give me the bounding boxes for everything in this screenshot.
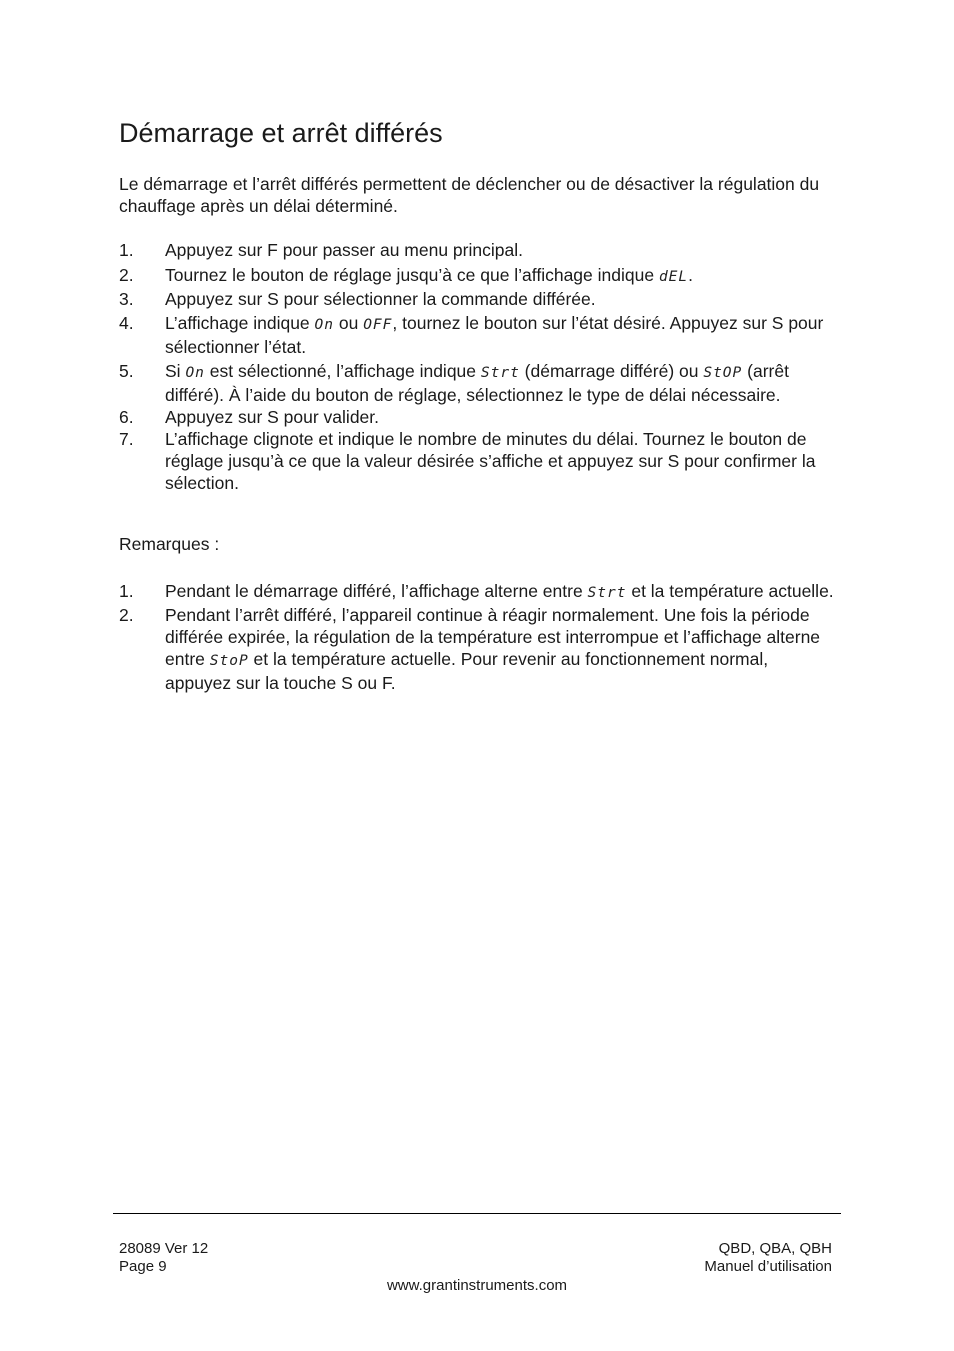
- notes-list: [119, 580, 839, 694]
- intro-paragraph: Le démarrage et l’arrêt différés permettent de déclencher ou de désactiver la régulation du chauffage après un délai déterminé.: [119, 174, 820, 216]
- manual-name: Manuel d’utilisation: [704, 1258, 832, 1275]
- display-code: StoP: [209, 653, 249, 669]
- step-text: Appuyez sur F pour passer au menu principal.: [165, 240, 523, 260]
- step-number: 5.: [119, 361, 134, 381]
- note-number: 2.: [119, 605, 134, 625]
- page-title: Démarrage et arrêt différés: [119, 118, 443, 148]
- step-number: 7.: [119, 429, 134, 449]
- note-item: [119, 604, 839, 694]
- step-text: .: [688, 265, 694, 285]
- step-text: Appuyez sur S pour sélectionner la commande différée.: [165, 289, 596, 309]
- footer-divider: [113, 1213, 841, 1214]
- step-number: 2.: [119, 265, 134, 285]
- step-text: (démarrage différé) ou: [519, 361, 704, 381]
- display-code: Strt: [480, 365, 520, 381]
- step-item: [119, 406, 839, 428]
- display-code: On: [185, 365, 205, 381]
- step-text: est sélectionné, l’affichage indique: [204, 361, 481, 381]
- display-code: StOP: [703, 365, 743, 381]
- note-number: 1.: [119, 581, 134, 601]
- display-code: OFF: [363, 317, 393, 333]
- step-item: [119, 360, 839, 406]
- note-text: et la température actuelle.: [626, 581, 834, 601]
- document-reference: 28089 Ver 12: [119, 1240, 209, 1257]
- notes-heading: Remarques :: [119, 534, 220, 554]
- model-list: QBD, QBA, QBH: [718, 1240, 832, 1257]
- step-item: [119, 428, 839, 494]
- footer-left: [119, 1240, 208, 1276]
- step-number: 6.: [119, 407, 134, 427]
- step-item: [119, 312, 839, 358]
- note-text: Pendant le démarrage différé, l’affichage alterne entre: [165, 581, 588, 601]
- page-number: Page 9: [119, 1258, 167, 1275]
- note-item: [119, 580, 839, 604]
- footer-right: [704, 1240, 832, 1276]
- step-text: , tournez le bouton sur l’état désiré. Appuyez sur S pour sélectionner l’état.: [165, 313, 824, 357]
- display-code: On: [314, 317, 334, 333]
- step-text: Tournez le bouton de réglage jusqu’à ce que l’affichage indique: [165, 265, 659, 285]
- step-text: (arrêt différé). À l’aide du bouton de réglage, sélectionnez le type de délai nécessaire.: [165, 361, 789, 405]
- steps-list: [119, 239, 839, 494]
- step-item: [119, 264, 839, 288]
- step-text: L’affichage indique: [165, 313, 315, 333]
- website-url: www.grantinstruments.com: [386, 1277, 568, 1294]
- step-text: Appuyez sur S pour valider.: [165, 407, 380, 427]
- step-number: 1.: [119, 240, 134, 260]
- note-text: et la température actuelle. Pour revenir au fonctionnement normal, appuyez sur la touche S ou F.: [165, 649, 769, 693]
- display-code: dEL: [658, 269, 689, 285]
- step-item: [119, 239, 839, 261]
- step-item: [119, 288, 839, 310]
- display-code: Strt: [587, 585, 627, 601]
- step-text: Si: [165, 361, 186, 381]
- step-number: 3.: [119, 289, 134, 309]
- step-text: L’affichage clignote et indique le nombre de minutes du délai. Tournez le bouton de réglage jusqu’à ce que la valeur désirée s’affiche et appuyez sur S pour confirmer la sélection.: [165, 429, 816, 493]
- note-text: Pendant l’arrêt différé, l’appareil continue à réagir normalement. Une fois la période différée expirée, la régulation de la température est interrompue et l’affichage alterne entre: [165, 605, 821, 669]
- step-text: ou: [334, 313, 364, 333]
- step-number: 4.: [119, 313, 134, 333]
